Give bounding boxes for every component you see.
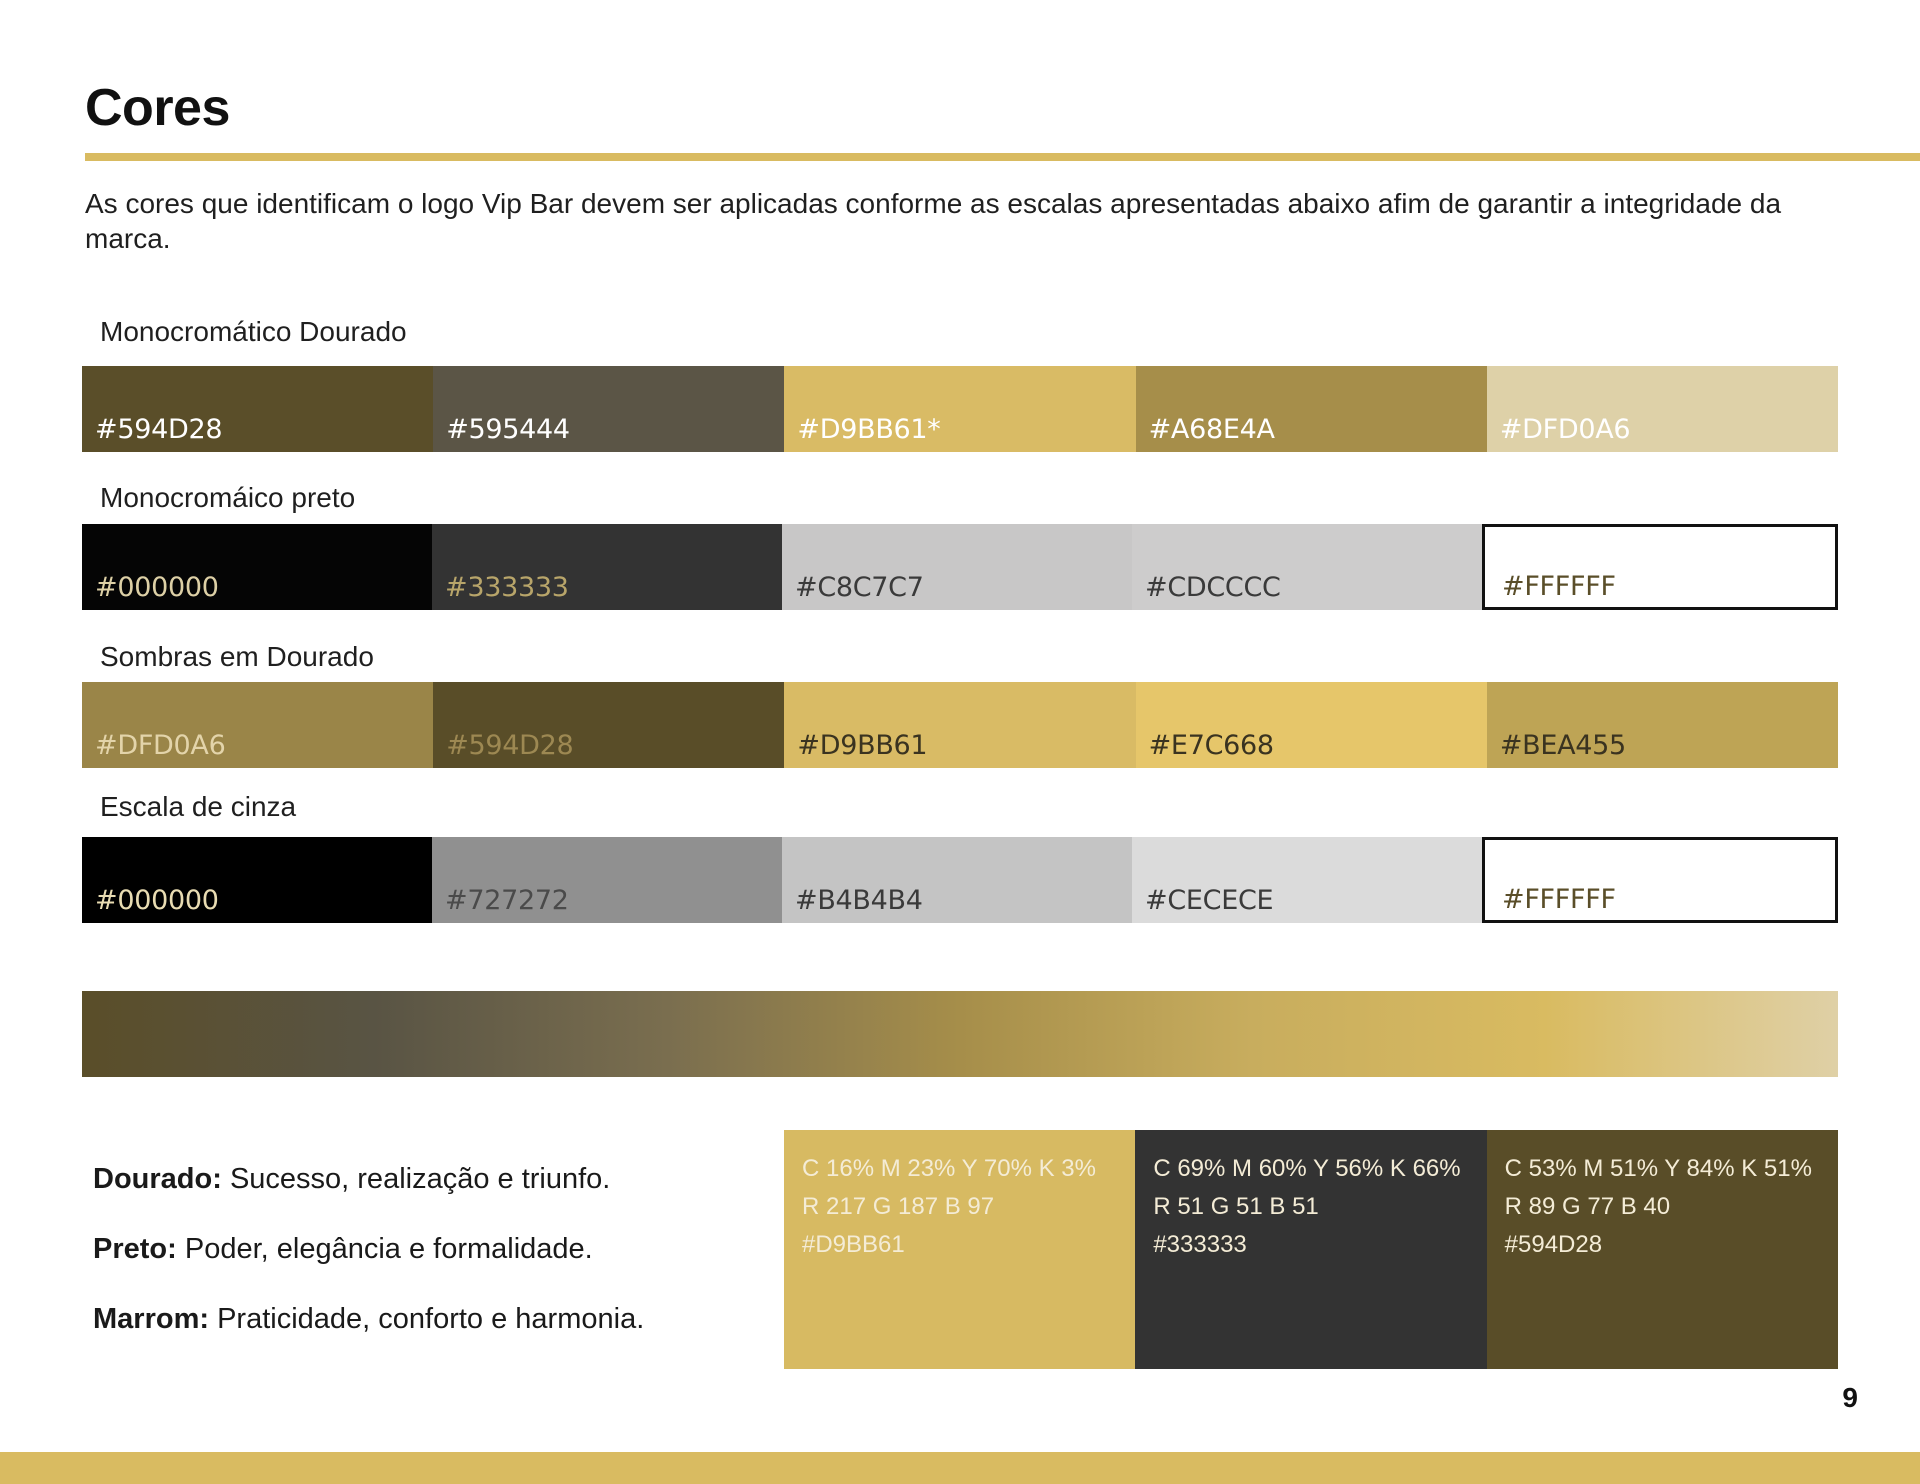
color-swatch — [1487, 682, 1838, 768]
swatch-hex-code: #B4B4B4 — [795, 885, 923, 916]
color-swatch — [1132, 524, 1482, 610]
color-swatch — [433, 682, 784, 768]
color-swatch — [1487, 366, 1838, 452]
spec-rgb: R 51 G 51 B 51 — [1153, 1193, 1319, 1220]
color-swatch — [1136, 682, 1487, 768]
swatch-hex-code: #D9BB61 — [797, 730, 928, 761]
spec-hex: #594D28 — [1504, 1231, 1603, 1258]
color-swatch — [782, 837, 1132, 923]
spec-cmyk: C 16% M 23% Y 70% K 3% — [802, 1155, 1096, 1182]
color-swatch — [1132, 837, 1482, 923]
color-swatch — [82, 366, 433, 452]
palette-row-monocromatico-dourado — [82, 366, 1838, 452]
page-title: Cores — [85, 79, 230, 137]
intro-paragraph: As cores que identificam o logo Vip Bar devem ser aplicadas conforme as escalas apresentadas abaixo afim de garantir a integridade da marca. — [85, 188, 1782, 254]
spec-cmyk: C 53% M 51% Y 84% K 51% — [1504, 1155, 1812, 1182]
swatch-hex-code: #CDCCCC — [1145, 572, 1281, 603]
swatch-hex-code: #DFD0A6 — [95, 730, 226, 761]
palette-row-monocromaico-preto — [82, 524, 1838, 610]
spec-card-dourado — [784, 1130, 1135, 1369]
meaning-term: Marrom: — [93, 1303, 210, 1335]
spec-hex: #333333 — [1153, 1231, 1247, 1258]
palette-label: Monocromático Dourado — [100, 316, 407, 347]
meaning-term: Dourado: — [93, 1163, 222, 1195]
swatch-hex-code: #CECECE — [1145, 885, 1274, 916]
color-swatch — [82, 524, 432, 610]
palette-row-sombras-em-dourado — [82, 682, 1838, 768]
color-spec-cards — [784, 1130, 1838, 1369]
gold-gradient-bar — [82, 991, 1838, 1077]
swatch-hex-code: #594D28 — [446, 730, 574, 761]
meaning-description: Poder, elegância e formalidade. — [184, 1233, 593, 1265]
color-swatch — [82, 837, 432, 923]
palette-row-escala-de-cinza — [82, 837, 1838, 923]
spec-hex: #D9BB61 — [802, 1231, 905, 1258]
footer-band — [0, 1452, 1920, 1484]
color-swatch — [784, 682, 1135, 768]
meaning-dourado — [93, 1163, 610, 1196]
swatch-hex-code: #A68E4A — [1148, 414, 1275, 445]
color-swatch — [433, 366, 784, 452]
swatch-hex-code: #595444 — [446, 414, 570, 445]
swatch-hex-code: #E7C668 — [1148, 730, 1274, 761]
swatch-hex-code: #727272 — [445, 885, 569, 916]
swatch-hex-code: #333333 — [445, 572, 569, 603]
color-swatch — [784, 366, 1135, 452]
color-swatch — [432, 837, 782, 923]
page-number: 9 — [1842, 1382, 1858, 1413]
swatch-hex-code: #000000 — [95, 885, 219, 916]
swatch-hex-code: #000000 — [95, 572, 219, 603]
swatch-hex-code: #D9BB61* — [797, 414, 941, 445]
swatch-hex-code: #C8C7C7 — [795, 572, 924, 603]
spec-rgb: R 89 G 77 B 40 — [1504, 1193, 1671, 1220]
color-swatch — [782, 524, 1132, 610]
color-swatch — [1136, 366, 1487, 452]
swatch-hex-code: #FFFFFF — [1502, 571, 1616, 602]
spec-card-preto — [1135, 1130, 1486, 1369]
meaning-marrom — [93, 1303, 644, 1336]
title-divider — [85, 153, 1920, 161]
meaning-preto — [93, 1233, 593, 1266]
color-swatch — [1482, 524, 1838, 610]
meaning-description: Praticidade, conforto e harmonia. — [217, 1303, 645, 1335]
palette-label: Monocromáico preto — [100, 482, 356, 513]
swatch-hex-code: #BEA455 — [1499, 730, 1626, 761]
spec-card-marrom — [1487, 1130, 1838, 1369]
color-swatch — [1482, 837, 1838, 923]
swatch-hex-code: #594D28 — [95, 414, 223, 445]
palette-label: Sombras em Dourado — [100, 641, 374, 672]
meaning-term: Preto: — [93, 1233, 177, 1265]
color-swatch — [82, 682, 433, 768]
swatch-hex-code: #DFD0A6 — [1499, 414, 1631, 445]
palette-label: Escala de cinza — [100, 791, 297, 822]
spec-cmyk: C 69% M 60% Y 56% K 66% — [1153, 1155, 1461, 1182]
color-swatch — [432, 524, 782, 610]
meaning-description: Sucesso, realização e triunfo. — [229, 1163, 611, 1195]
swatch-hex-code: #FFFFFF — [1502, 884, 1616, 915]
spec-rgb: R 217 G 187 B 97 — [802, 1193, 995, 1220]
